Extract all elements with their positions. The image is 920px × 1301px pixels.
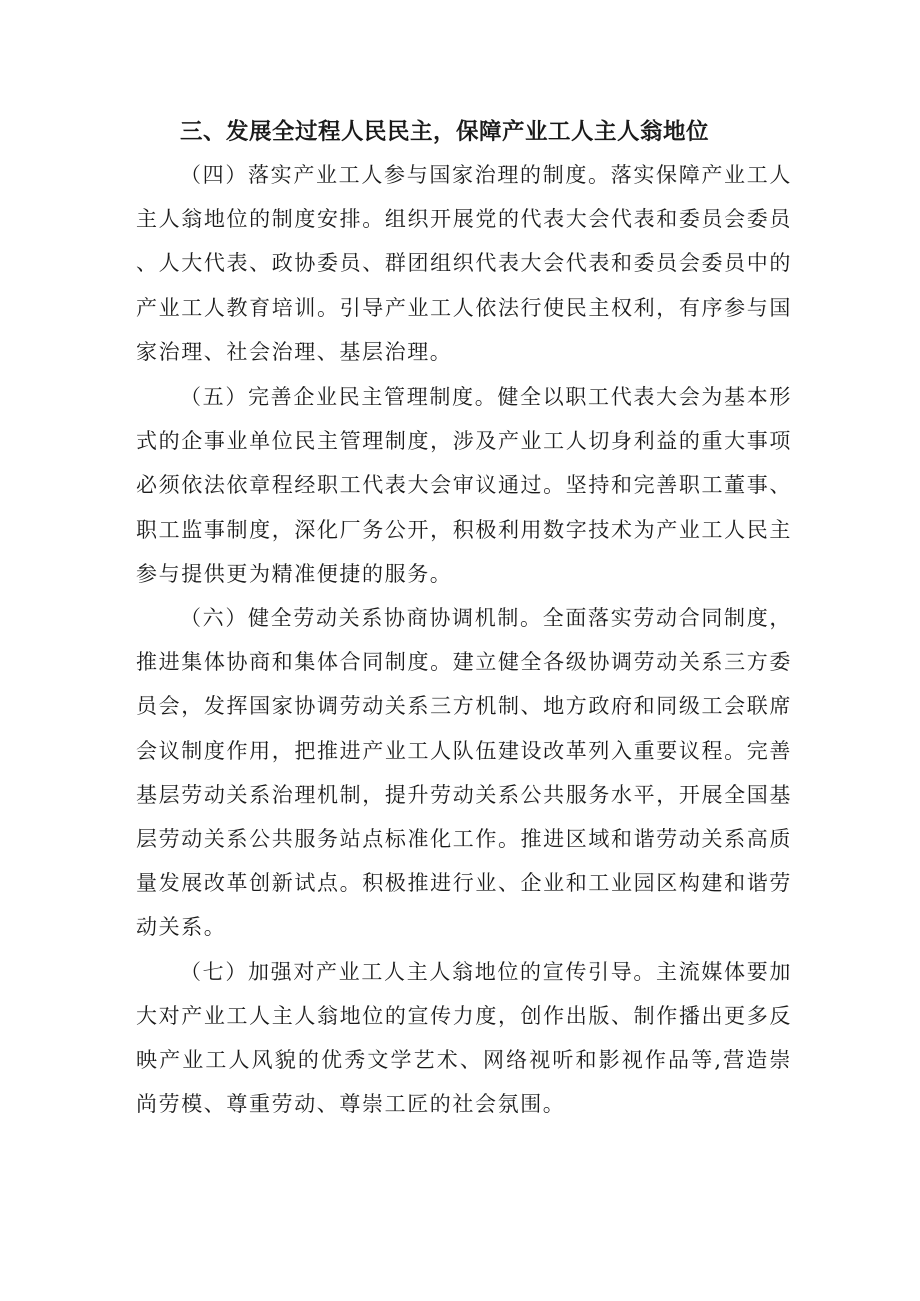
paragraph-5: （五）完善企业民主管理制度。健全以职工代表大会为基本形式的企事业单位民主管理制度，涉及产业工人切身利益的重大事项必须依法依章程经职工代表大会审议通过。坚持和完善职工董事、职工监事制度，深化厂务公开，积极利用数字技术为产业工人民主参与提供更为精准便捷的服务。 — [136, 385, 792, 586]
section-heading: 三、发展全过程人民民主，保障产业工人主人翁地位 — [180, 119, 710, 145]
paragraph-4: （四）落实产业工人参与国家治理的制度。落实保障产业工人主人翁地位的制度安排。组织开展党的代表大会代表和委员会委员、人大代表、政协委员、群团组织代表大会代表和委员会委员中的产业工人教育培训。引导产业工人依法行使民主权利，有序参与国家治理、社会治理、基层治理。 — [136, 163, 792, 364]
paragraph-7: （七）加强对产业工人主人翁地位的宣传引导。主流媒体要加大对产业工人主人翁地位的宣传力度，创作出版、制作播出更多反映产业工人风貌的优秀文学艺术、网络视听和影视作品等,营造崇尚劳模、尊重劳动、尊崇工匠的社会氛围。 — [136, 959, 792, 1117]
document-body — [136, 112, 792, 1126]
paragraph-6: （六）健全劳动关系协商协调机制。全面落实劳动合同制度，推进集体协商和集体合同制度。建立健全各级协调劳动关系三方委员会，发挥国家协调劳动关系三方机制、地方政府和同级工会联席会议制度作用，把推进产业工人队伍建设改革列入重要议程。完善基层劳动关系治理机制，提升劳动关系公共服务水平，开展全国基层劳动关系公共服务站点标准化工作。推进区域和谐劳动关系高质量发展改革创新试点。积极推进行业、企业和工业园区构建和谐劳动关系。 — [136, 606, 792, 940]
